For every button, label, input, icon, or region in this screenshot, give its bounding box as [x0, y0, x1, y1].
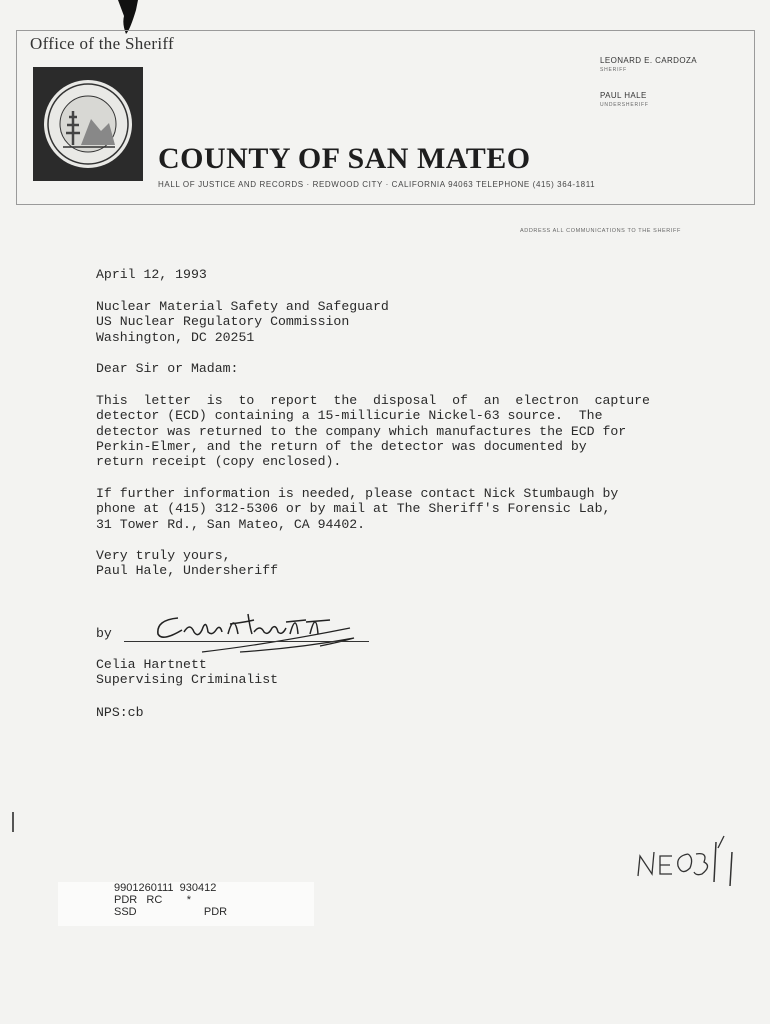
- undersheriff-block: [600, 91, 649, 108]
- sheriff-title: SHERIFF: [600, 67, 627, 73]
- salutation: Dear Sir or Madam:: [96, 361, 239, 376]
- margin-mark: [12, 812, 14, 832]
- filing-code-stamp: [58, 882, 314, 926]
- letter-date: April 12, 1993: [96, 267, 207, 282]
- filing-codes: 9901260111 930412 PDR RC * SSD PDR: [114, 882, 228, 918]
- body-paragraph-1: This letter is to report the disposal of an electron capture detector (ECD) containing a 15-millicurie Nickel-63 source. The detector was returned to the company which manufactures the ECD for Perkin-Elmer, and the return of the detector was documented by return receipt (copy enclosed).: [96, 393, 650, 470]
- sheriff-block: [600, 56, 697, 73]
- undersheriff-title: UNDERSHERIFF: [600, 102, 649, 108]
- county-seal: [33, 67, 143, 181]
- typist-initials: NPS:cb: [96, 705, 144, 720]
- sheriff-name: LEONARD E. CARDOZA: [600, 56, 697, 65]
- closing: Very truly yours, Paul Hale, Undersheriff: [96, 548, 279, 579]
- handwritten-document-code: [632, 822, 752, 896]
- signer-block: Celia Hartnett Supervising Criminalist: [96, 657, 279, 688]
- signature: [150, 608, 370, 664]
- by-label: by: [96, 626, 112, 641]
- body-paragraph-2: If further information is needed, please contact Nick Stumbaugh by phone at (415) 312-5306 or by mail at The Sheriff's Forensic Lab, 31 Tower Rd., San Mateo, CA 94402.: [96, 486, 619, 532]
- undersheriff-name: PAUL HALE: [600, 91, 647, 100]
- office-title: Office of the Sheriff: [30, 34, 174, 53]
- county-name: COUNTY OF SAN MATEO: [158, 142, 531, 175]
- recipient-address: Nuclear Material Safety and Safeguard US Nuclear Regulatory Commission Washington, DC 20251: [96, 299, 389, 345]
- signature-line: [124, 641, 369, 642]
- letterhead-address: HALL OF JUSTICE AND RECORDS · REDWOOD CITY · CALIFORNIA 94063 TELEPHONE (415) 364-1811: [158, 180, 596, 189]
- address-note: ADDRESS ALL COMMUNICATIONS TO THE SHERIFF: [520, 228, 681, 234]
